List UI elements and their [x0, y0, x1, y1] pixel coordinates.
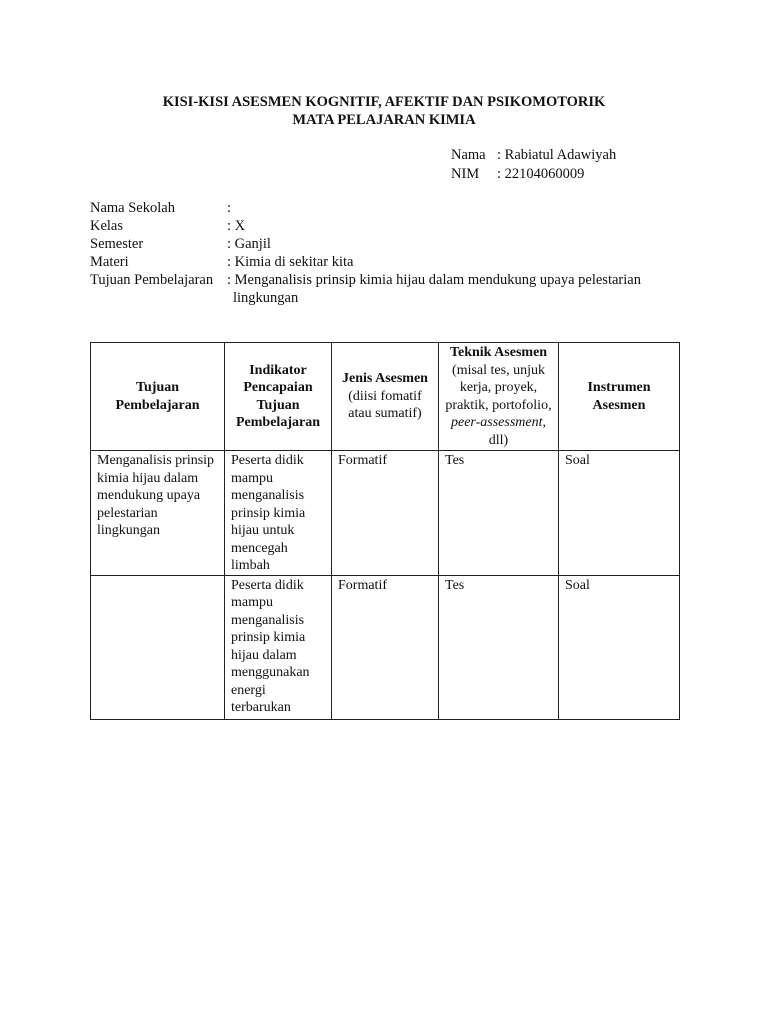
info-label: Kelas — [90, 218, 124, 234]
cell-instrumen: Soal — [559, 451, 680, 576]
assessment-grid-table — [90, 342, 680, 720]
cell-tujuan — [91, 575, 225, 719]
header-jenis — [332, 343, 439, 451]
header-teknik-note: (misal tes, unjuk kerja, proyek, praktik, portofolio, — [445, 362, 552, 413]
info-label-spacer — [90, 289, 227, 307]
cell-tujuan: Menganalisis prinsip kimia hijau dalam mendukung upaya pelestarian lingkungan — [91, 451, 225, 576]
info-row-objective-cont — [90, 289, 673, 307]
student-identity — [451, 146, 616, 184]
info-value: : X — [227, 218, 246, 234]
info-label: Tujuan Pembelajaran — [90, 272, 214, 288]
info-label: Nama Sekolah — [90, 200, 175, 216]
header-tujuan-text: Tujuan Pembelajaran — [115, 380, 200, 413]
info-value: : — [227, 200, 232, 216]
info-row-material — [90, 253, 673, 271]
cell-teknik: Tes — [439, 575, 559, 719]
header-jenis-note: (diisi fomatif atau sumatif) — [348, 388, 422, 422]
info-value: : Menganalisis prinsip kimia hijau dalam mendukung upaya pelestarian — [227, 272, 641, 288]
cell-instrumen: Soal — [559, 575, 680, 719]
name-value: : Rabiatul Adawiyah — [497, 147, 617, 163]
nim-value: : 22104060009 — [497, 166, 585, 182]
document-subtitle: MATA PELAJARAN KIMIA — [292, 112, 476, 128]
cell-indikator: Peserta didik mampu menganalisis prinsip kimia hijau dalam menggunakan energi terbarukan — [225, 575, 332, 719]
info-value: : Kimia di sekitar kita — [227, 254, 354, 270]
name-label: Nama — [451, 147, 486, 163]
school-info — [90, 199, 673, 307]
name-row — [451, 146, 616, 165]
nim-label: NIM — [451, 166, 480, 182]
info-row-semester — [90, 235, 673, 253]
cell-indikator: Peserta didik mampu menganalisis prinsip kimia hijau untuk mencegah limbah — [225, 451, 332, 576]
document-title: KISI-KISI ASESMEN KOGNITIF, AFEKTIF DAN PSIKOMOTORIK — [162, 94, 606, 110]
header-tujuan — [91, 343, 225, 451]
info-value: : Ganjil — [227, 236, 271, 252]
header-jenis-text: Jenis Asesmen — [342, 371, 428, 387]
info-row-school — [90, 199, 673, 217]
header-teknik-note-italic: peer-assessment — [451, 415, 543, 430]
cell-teknik: Tes — [439, 451, 559, 576]
info-label: Semester — [90, 236, 144, 252]
nim-row — [451, 165, 616, 184]
info-row-class — [90, 217, 673, 235]
header-indikator — [225, 343, 332, 451]
table-row — [91, 575, 680, 719]
header-instrumen — [559, 343, 680, 451]
table-header-row — [91, 343, 680, 451]
header-teknik-note-end: , dll) — [488, 415, 546, 448]
table-row — [91, 451, 680, 576]
header-teknik — [439, 343, 559, 451]
cell-jenis: Formatif — [332, 575, 439, 719]
info-row-objective — [90, 271, 673, 289]
info-value-continuation: lingkungan — [233, 290, 299, 306]
header-instrumen-text: Instrumen Asesmen — [587, 380, 651, 413]
info-label: Materi — [90, 254, 129, 270]
header-teknik-text: Teknik Asesmen — [449, 345, 548, 360]
header-indikator-text: Indikator Pencapaian Tujuan Pembelajaran — [236, 362, 320, 430]
cell-jenis: Formatif — [332, 451, 439, 576]
